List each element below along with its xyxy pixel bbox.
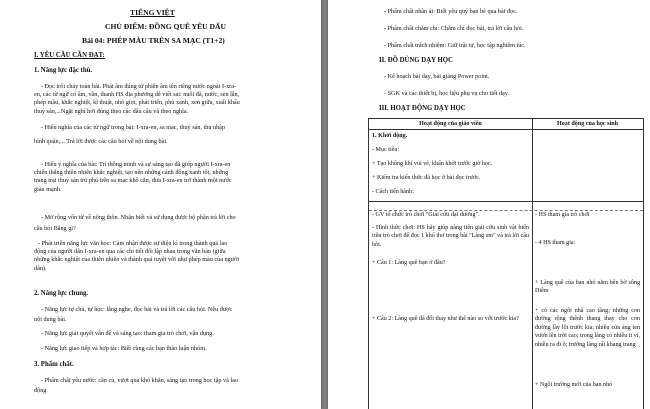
part-warmup: 1. Khởi động.: [372, 133, 408, 139]
paragraph-problem-solving: - Năng lực giải quyết vấn đề và sáng tạo: tham gia trò chơi, vận dụng.: [41, 330, 214, 337]
quality-kindness: - Phẩm chất nhân ái: Biết yêu quý bạn bè qua bài đọc.: [384, 8, 518, 15]
paragraph-reading: - Đọc trôi chảy toàn bài. Phát âm đúng từ phiên âm tên riêng nước ngoài I-xra- en, các từ ngữ có âm, vần, thanh HS địa phương dễ viết sai: nuôi đã, nước, sen lẫn, phép mầu, khắc nghiệt, kĩ thuật, nhỏ giọt, phát triển, phủ xanh, xen giữa, xuất khẩu thuỷ sản,...Ngắt nghỉ hơi đúng theo các dấu câu và theo nghĩa.: [34, 83, 240, 115]
material-lesson-plan: - Kế hoạch bài dạy, bài giảng Power point.: [384, 73, 490, 80]
teacher-question-2: + Câu 2: Làng quê đã đổi thay như thế nào so với trước kia?: [372, 316, 519, 322]
paragraph-self-study: - Năng lực tự chủ, tự học: lắng nghe, đọc bài và trả lời các câu hỏi. Nêu được nội dung bài.: [34, 306, 233, 324]
goal-label: - Mục tiêu:: [372, 147, 400, 153]
subject-title: TIẾNG VIỆT: [130, 8, 175, 17]
lesson-title: Bài 04: PHÉP MÀU TRÊN SA MẠC (T1+2): [82, 36, 225, 45]
student-step-2: - 4 HS tham gia:: [535, 240, 576, 246]
quality-diligence: - Phẩm chất chăm chỉ: Chăm chỉ đọc bài, trả lời câu hỏi.: [384, 25, 524, 32]
paragraph-communication: - Năng lực giao tiếp và hợp tác: Biết cùng các bạn thảo luận nhóm.: [41, 345, 207, 352]
teacher-step-2: - Hình thức chơi: HS hãy giúp nàng tiên giải cứu sinh vật biển trên trò chơi để đọc 1 khổ thơ trong bài "Làng em" và trả lời câu hỏi.: [372, 225, 529, 248]
document-page-left: [0, 0, 321, 409]
subheading-qualities: 3. Phẩm chất.: [34, 361, 74, 368]
section-heading-materials: II. ĐỒ DÙNG DẠY HỌC: [379, 57, 453, 64]
paragraph-meaning: - Hiểu ý nghĩa của bài: Trí thông minh và sự sáng tạo đã giúp người I-xra-en chiến thắng thiên nhiên khắc nghiệt, tạo nên những cánh đồng xanh tốt, những trang trại thuỷ sản trù phú trên sa mạc khô cằn, đưa I-xra-en trở thành một nước giàu mạnh.: [34, 161, 232, 193]
goal-1: + Tạo không khí vui vẻ, khấn khởi trước giờ học.: [372, 161, 493, 167]
teacher-question-1: + Câu 1: Làng quê bạn ở đâu?: [372, 260, 446, 266]
teacher-step-1: - GV tổ chức trò chơi "Giải cứu đại dương".: [372, 212, 480, 218]
method-label: - Cách tiến hành:: [372, 189, 414, 195]
material-textbook: - SGK và các thiết bị, học liệu phụ vụ cho tiết dạy.: [384, 90, 510, 97]
activities-table: [368, 118, 644, 409]
student-answer-2: + có các ngôi nhà cao tầng; những con đường rộng thênh thang thay cho con đường lầy lội trước kia; nhiều cửa ảng ten vươn lên trời cao; trong làng có nhiều ti vi, nhiều ra đi ô; trường làng rất khang trang: [535, 308, 640, 348]
quality-responsibility: - Phẩm chất trách nhiệm: Giữ trật tự, học tập nghiêm túc.: [384, 42, 526, 49]
paragraph-patriotism: - Phẩm chất yêu nước: cần cù, vượt qua khó khăn, sáng tạo trong học tập và lao động: [34, 377, 238, 395]
student-step-1: - HS tham gia trò chơi: [535, 212, 590, 218]
document-page-right: [328, 0, 650, 409]
table-header-student: Hoạt động của học sinh: [557, 121, 618, 127]
student-answer-1: + Làng quê của bạn nhỏ nằm bên bờ sông Diêm: [535, 280, 640, 295]
student-answer-3: + Ngôi trường mới của bạn nhỏ: [535, 382, 613, 388]
theme-title: CHỦ ĐIỂM: ĐỒNG QUÊ YÊU DẤU: [105, 22, 227, 31]
subheading-special-ability: 1. Năng lực đặc thù.: [34, 67, 93, 74]
subheading-general-ability: 2. Năng lực chung.: [34, 290, 89, 297]
paragraph-vocabulary: - Hiểu nghĩa của các từ ngữ trong bài: I-xra-en, sa mạc, thuỷ sản, thu nhập bình quân,... Trả lời được các câu hỏi về nội dung bài.: [34, 124, 226, 146]
goal-2: + Kiểm tra kiến thức đã học ở bài đọc trước.: [372, 175, 481, 181]
section-heading-requirements: I. YÊU CẦU CẦN ĐẠT:: [34, 52, 105, 59]
paragraph-word-expansion: - Mở rộng vốn từ về nông thôn. Nhận biết và sử dụng được bộ phận trả lời cho câu hỏi Bằng gì?: [34, 214, 236, 233]
paragraph-literature: - Phát triển năng lực văn học: Cảm nhận được sự diệu kì trong thành quả lao động của người dân I-xra-en qua các chi tiết đối lập nhau trong văn bản (giữa những khắc nghiệt của thiên nhiên và thành quả tuyệt vời như phép màu của người dân).: [34, 240, 240, 272]
section-heading-activities: III. HOẠT ĐỘNG DẠY HỌC: [379, 105, 466, 112]
table-header-teacher: Hoạt động của giáo viên: [419, 121, 482, 127]
